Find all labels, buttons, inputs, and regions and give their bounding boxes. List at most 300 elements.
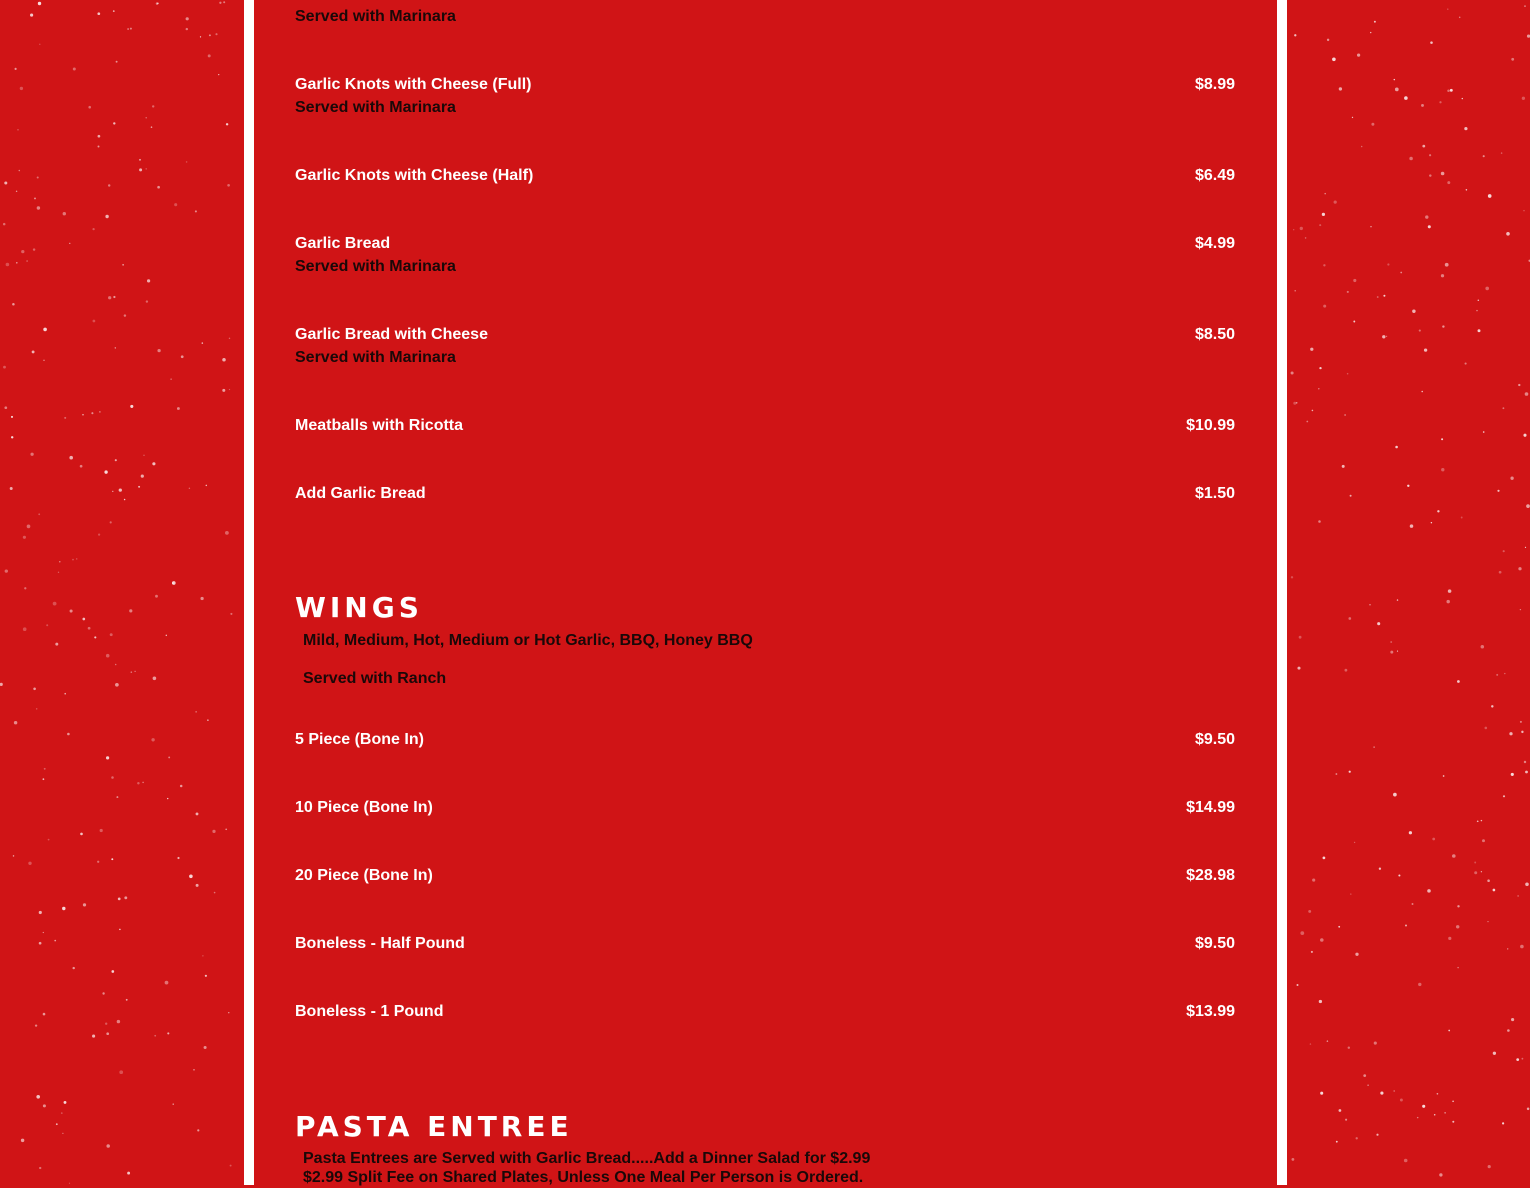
speckle	[82, 414, 83, 415]
speckle	[225, 828, 227, 830]
speckle	[1456, 925, 1459, 928]
speckle	[1474, 871, 1477, 874]
speckle	[1520, 945, 1524, 949]
item-name: Meatballs with Ricotta	[295, 417, 464, 434]
speckle	[1488, 194, 1492, 198]
speckle	[58, 572, 59, 573]
speckle	[1432, 838, 1435, 841]
speckle	[1353, 279, 1356, 282]
speckle	[46, 624, 48, 626]
speckle	[1352, 117, 1353, 118]
menu-item	[295, 164, 1235, 212]
speckle	[1477, 820, 1479, 822]
item-name: Garlic Bread	[295, 235, 391, 252]
speckle	[1491, 705, 1493, 707]
speckle	[146, 300, 148, 302]
speckle	[177, 857, 179, 859]
speckle	[4, 181, 7, 184]
speckle	[124, 314, 126, 316]
speckle	[1322, 213, 1325, 216]
speckle	[73, 68, 76, 71]
menu-item	[295, 1000, 1235, 1048]
speckle	[1312, 410, 1314, 412]
speckle	[1430, 41, 1433, 44]
speckle	[5, 569, 8, 572]
speckle	[1457, 967, 1458, 968]
speckle	[1371, 123, 1374, 126]
speckle	[1318, 520, 1321, 523]
speckle	[56, 1123, 58, 1125]
speckle	[170, 378, 171, 379]
speckle	[1291, 371, 1294, 374]
speckle	[1305, 237, 1307, 239]
item-name: Add Garlic Bread	[295, 485, 426, 502]
speckle	[1310, 1043, 1311, 1044]
speckle	[110, 633, 113, 636]
speckle	[11, 416, 13, 418]
speckle	[1412, 903, 1414, 905]
speckle	[1334, 200, 1337, 203]
speckle	[151, 738, 154, 741]
speckle	[1319, 224, 1321, 226]
speckle	[115, 347, 116, 348]
speckle	[200, 597, 203, 600]
speckle	[1459, 17, 1461, 19]
item-name: Garlic Bread with Cheese	[295, 326, 488, 343]
speckle	[1524, 761, 1526, 763]
speckle	[69, 456, 73, 460]
speckle	[36, 1095, 40, 1099]
speckle	[1327, 1040, 1329, 1042]
speckle	[173, 1103, 174, 1104]
speckle	[43, 1013, 46, 1016]
menu-item	[295, 232, 1235, 280]
speckle	[1504, 673, 1505, 674]
menu-item	[295, 932, 1235, 980]
speckle	[1437, 510, 1439, 512]
speckle	[30, 14, 33, 17]
speckle	[112, 491, 113, 492]
item-description: Served with Marinara	[295, 8, 456, 25]
speckle	[44, 768, 46, 770]
speckle	[1291, 1158, 1294, 1161]
speckle	[1441, 438, 1443, 440]
speckle	[1320, 938, 1324, 942]
menu-item	[295, 796, 1235, 844]
speckle	[1481, 645, 1485, 649]
speckle	[189, 488, 190, 489]
speckle	[111, 858, 113, 860]
speckle	[152, 105, 154, 107]
speckle	[1347, 291, 1349, 293]
speckle	[1419, 330, 1421, 332]
speckle	[1350, 495, 1352, 497]
speckle	[61, 1112, 63, 1114]
speckle	[1462, 98, 1463, 99]
speckle	[97, 861, 99, 863]
pasta-split-fee-note: $2.99 Split Fee on Shared Plates, Unless One Meal Per Person is Ordered.	[303, 1169, 864, 1186]
speckle	[1312, 879, 1315, 882]
speckle	[1478, 299, 1480, 301]
speckle	[1383, 295, 1385, 297]
speckle	[1428, 225, 1431, 228]
speckle	[1524, 5, 1525, 6]
speckle	[17, 129, 19, 131]
speckle	[82, 618, 85, 621]
speckle	[226, 123, 228, 125]
speckle	[228, 1012, 229, 1013]
speckle	[69, 243, 70, 244]
speckle	[206, 485, 208, 487]
speckle	[1506, 232, 1510, 236]
speckle	[14, 721, 17, 724]
speckle	[1354, 842, 1355, 843]
speckle	[106, 654, 110, 658]
item-name: Boneless - Half Pound	[295, 935, 465, 952]
speckle	[189, 875, 193, 879]
speckle	[43, 778, 45, 780]
speckle	[1394, 79, 1395, 80]
right-border-strip	[1277, 0, 1287, 1185]
speckle	[105, 215, 108, 218]
speckle	[1293, 229, 1294, 230]
speckle	[139, 168, 142, 171]
speckle	[1297, 667, 1300, 670]
speckle	[62, 907, 65, 910]
speckle	[146, 168, 147, 169]
speckle	[1323, 264, 1325, 266]
pasta-garlic-bread-note: Pasta Entrees are Served with Garlic Bread.....Add a Dinner Salad for $2.99	[303, 1150, 871, 1167]
speckle	[126, 999, 128, 1001]
speckle	[108, 296, 111, 299]
speckle	[1499, 571, 1502, 574]
wings-served-note: Served with Ranch	[303, 670, 447, 687]
item-price: $8.99	[1194, 76, 1235, 93]
speckle	[116, 61, 118, 63]
speckle	[76, 558, 78, 560]
speckle	[10, 487, 13, 490]
speckle	[1457, 905, 1459, 907]
speckle	[1447, 8, 1448, 9]
speckle	[167, 1032, 169, 1034]
speckle	[1452, 854, 1456, 858]
speckle	[1296, 402, 1298, 404]
left-border-strip	[244, 0, 254, 1185]
speckle	[195, 210, 197, 212]
speckle	[117, 1020, 120, 1023]
speckle	[1502, 407, 1504, 409]
speckle	[100, 829, 103, 832]
speckle	[1348, 617, 1351, 620]
speckle	[80, 465, 83, 468]
speckle	[1308, 910, 1311, 913]
speckle	[1474, 862, 1476, 864]
speckle	[116, 796, 118, 798]
item-price: $4.99	[1194, 235, 1235, 252]
speckle	[215, 33, 217, 35]
speckle	[1526, 504, 1530, 508]
speckle	[6, 263, 10, 267]
speckle	[1511, 58, 1514, 61]
speckle	[180, 785, 183, 788]
speckle	[1509, 732, 1512, 735]
speckle	[1342, 465, 1345, 468]
speckle	[11, 436, 13, 438]
speckle	[1291, 576, 1293, 578]
speckle	[35, 1024, 37, 1026]
speckle	[39, 1167, 41, 1169]
menu-item	[295, 864, 1235, 912]
speckle	[1511, 773, 1514, 776]
speckle	[1442, 325, 1444, 327]
speckle	[1367, 1084, 1369, 1086]
speckle	[139, 159, 141, 161]
speckle	[131, 671, 133, 673]
speckle	[153, 677, 157, 681]
speckle	[110, 521, 112, 523]
speckle	[204, 1046, 207, 1049]
speckle	[1448, 589, 1452, 593]
speckle	[1370, 32, 1371, 33]
speckle	[127, 1172, 130, 1175]
speckle	[1299, 636, 1302, 639]
speckle	[93, 320, 96, 323]
speckle	[1294, 34, 1296, 36]
speckle	[24, 587, 26, 589]
speckle	[104, 470, 107, 473]
speckle	[1398, 874, 1400, 876]
menu-item	[295, 728, 1235, 776]
speckle	[63, 212, 66, 215]
speckle	[1380, 1092, 1383, 1095]
speckle	[1409, 831, 1412, 834]
speckle	[1444, 1112, 1445, 1113]
item-price: $28.98	[1186, 867, 1235, 884]
speckle	[64, 693, 66, 695]
speckle	[1300, 227, 1303, 230]
speckle	[30, 453, 33, 456]
speckle	[92, 1035, 95, 1038]
item-description: Served with Marinara	[295, 349, 456, 366]
speckle	[1293, 402, 1296, 405]
speckle	[1350, 893, 1351, 894]
speckle	[207, 719, 209, 721]
speckle	[1345, 1119, 1347, 1121]
speckle	[1382, 335, 1385, 338]
speckle	[1400, 272, 1402, 274]
speckle	[1409, 157, 1413, 161]
speckle	[1390, 651, 1393, 654]
speckle	[102, 992, 104, 994]
speckle	[208, 54, 211, 57]
speckle	[1482, 839, 1485, 842]
speckle	[1377, 296, 1379, 298]
speckle	[39, 942, 42, 945]
speckle	[167, 798, 168, 799]
speckle	[106, 756, 109, 759]
speckle	[23, 627, 27, 631]
speckle	[1441, 468, 1444, 471]
speckle	[34, 197, 36, 199]
speckle	[1348, 1046, 1350, 1048]
speckle	[113, 10, 115, 12]
speckle	[134, 671, 135, 672]
speckle	[27, 525, 31, 529]
speckle	[1437, 1093, 1439, 1095]
speckle	[155, 595, 158, 598]
speckle	[70, 609, 73, 612]
speckle	[1493, 889, 1496, 892]
speckle	[1324, 193, 1326, 195]
speckle	[193, 1069, 195, 1071]
speckle	[1510, 477, 1513, 480]
speckle	[200, 36, 201, 37]
speckle	[1497, 490, 1499, 492]
speckle	[19, 170, 21, 172]
speckle	[1429, 154, 1431, 156]
speckle	[99, 411, 101, 413]
menu-item	[295, 73, 1235, 121]
speckle	[1527, 1108, 1530, 1111]
speckle	[64, 1101, 67, 1104]
speckle	[115, 459, 117, 461]
speckle	[1349, 771, 1351, 773]
speckle	[1448, 937, 1451, 940]
speckle	[151, 126, 153, 128]
speckle	[36, 708, 37, 709]
speckle	[1447, 181, 1450, 184]
speckle	[53, 602, 57, 606]
speckle	[186, 17, 189, 20]
speckle	[1465, 363, 1467, 365]
speckle	[1522, 1058, 1524, 1060]
speckle	[111, 776, 114, 779]
speckle	[32, 350, 35, 353]
speckle	[1507, 1029, 1510, 1032]
speckle	[130, 405, 133, 408]
speckle	[111, 970, 114, 973]
speckle	[1353, 321, 1355, 323]
speckle	[124, 499, 126, 501]
menu-item	[295, 482, 1235, 530]
speckle	[186, 161, 188, 163]
item-name: 20 Piece (Bone In)	[295, 867, 433, 884]
speckle	[1387, 263, 1389, 265]
speckle	[1457, 680, 1460, 683]
speckle	[97, 12, 100, 15]
speckle	[1397, 599, 1398, 600]
item-price: $8.50	[1194, 326, 1235, 343]
speckle	[202, 342, 203, 343]
speckle	[1478, 329, 1481, 332]
speckle	[73, 967, 75, 969]
speckle	[166, 635, 167, 636]
speckle	[0, 683, 3, 686]
speckle	[54, 940, 56, 942]
speckle	[1405, 924, 1407, 926]
speckle	[1404, 96, 1408, 100]
item-price: $13.99	[1186, 1003, 1235, 1020]
speckle	[98, 146, 100, 148]
item-price: $6.49	[1194, 167, 1235, 184]
speckle	[154, 1035, 156, 1037]
item-name: Garlic Knots with Cheese (Half)	[295, 167, 534, 184]
speckle	[209, 34, 211, 36]
speckle	[229, 338, 230, 339]
speckle	[229, 389, 230, 390]
speckle	[1431, 522, 1432, 523]
speckle	[147, 279, 150, 282]
speckle	[142, 782, 144, 784]
speckle	[1390, 641, 1392, 643]
item-description: Served with Marinara	[295, 258, 456, 275]
speckle	[15, 68, 17, 70]
speckle	[1386, 336, 1387, 337]
speckle	[157, 349, 160, 352]
speckle	[13, 855, 15, 857]
speckle	[1481, 820, 1482, 821]
speckle	[1418, 983, 1421, 986]
speckle	[1518, 567, 1521, 570]
speckle	[1525, 392, 1529, 396]
speckle	[80, 833, 83, 836]
speckle	[38, 2, 41, 5]
speckle	[1397, 650, 1398, 651]
speckle	[1327, 39, 1329, 41]
speckle	[33, 688, 36, 691]
speckle	[137, 782, 139, 784]
speckle	[91, 412, 93, 414]
speckle	[98, 534, 100, 536]
speckle	[225, 531, 229, 535]
speckle	[43, 932, 44, 933]
speckle	[1297, 984, 1299, 986]
speckle	[69, 1183, 70, 1184]
speckle	[1464, 127, 1467, 130]
speckle	[1493, 1052, 1496, 1055]
speckle	[129, 609, 132, 612]
speckle	[113, 122, 115, 124]
speckle	[1319, 1000, 1322, 1003]
speckle	[55, 643, 58, 646]
menu-item	[295, 323, 1235, 371]
speckle	[1522, 97, 1525, 100]
speckle	[1501, 152, 1502, 153]
speckle	[1338, 926, 1340, 928]
speckle	[108, 184, 110, 186]
speckle	[1417, 1117, 1418, 1118]
speckle	[168, 756, 170, 758]
speckle	[1332, 57, 1336, 61]
wings-flavors-note: Mild, Medium, Hot, Medium or Hot Garlic, BBQ, Honey BBQ	[303, 632, 753, 649]
speckle	[83, 903, 86, 906]
speckle	[115, 664, 117, 666]
speckle	[1452, 1121, 1454, 1123]
speckle	[152, 462, 155, 465]
speckle	[1311, 951, 1313, 953]
speckle	[222, 358, 226, 362]
speckle	[156, 2, 158, 4]
speckle	[62, 1133, 63, 1134]
speckle	[1466, 189, 1468, 191]
speckle	[21, 1139, 24, 1142]
speckle	[1476, 310, 1477, 311]
speckle	[1485, 727, 1488, 730]
speckle	[1395, 446, 1398, 449]
speckle	[1377, 622, 1380, 625]
speckle	[1421, 104, 1424, 107]
speckle	[218, 74, 219, 75]
